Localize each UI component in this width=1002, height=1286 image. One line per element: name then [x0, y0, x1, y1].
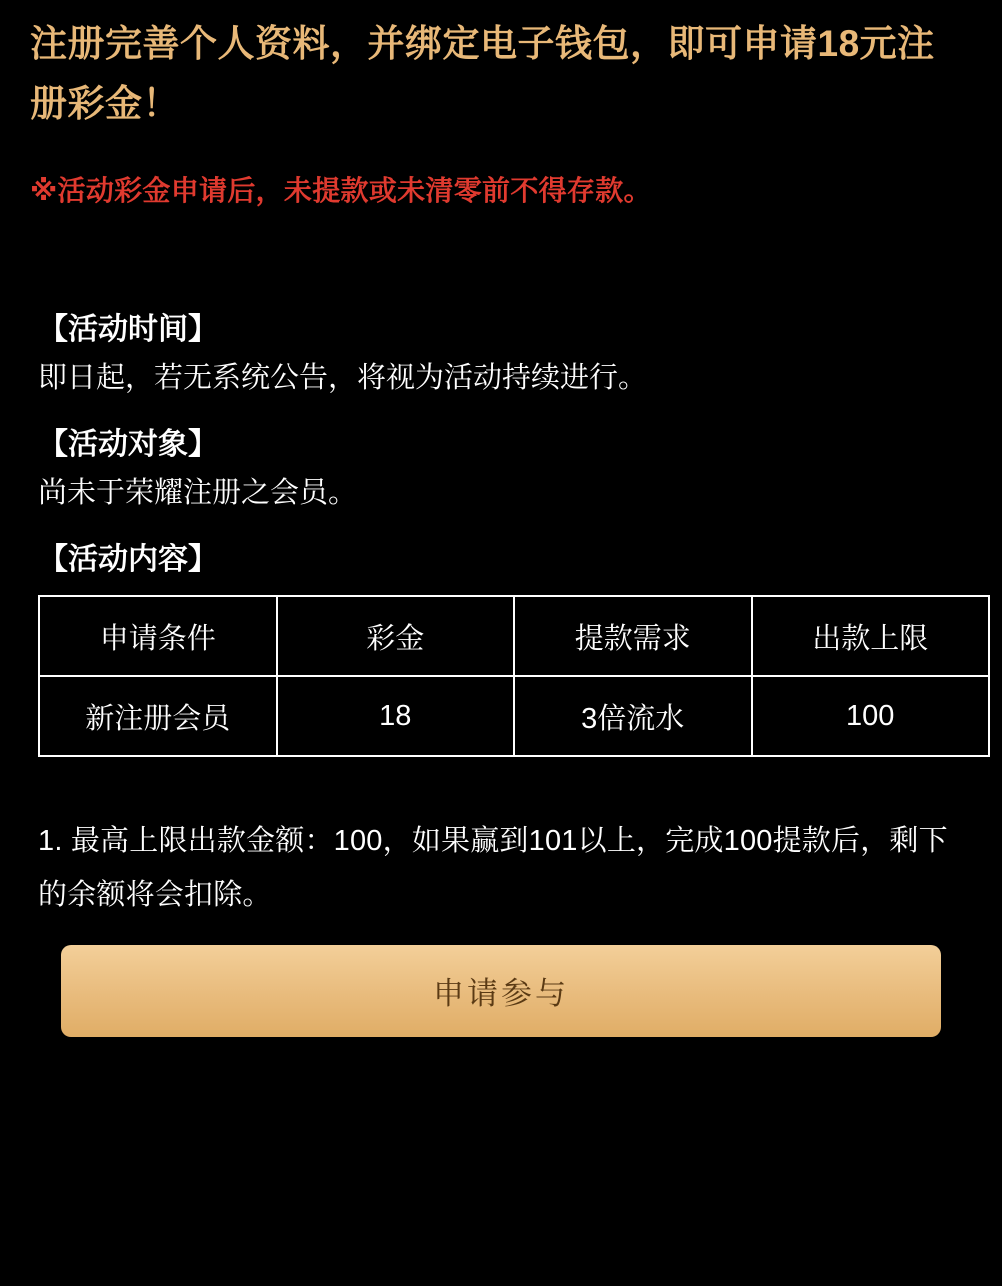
section-activity-content: [30, 538, 972, 582]
table-cell: 3倍流水: [514, 676, 752, 756]
spacer: [30, 212, 972, 308]
table-header-cell: 提款需求: [514, 596, 752, 676]
table-cell: 100: [752, 676, 990, 756]
table-cell: 18: [277, 676, 515, 756]
section-title: 【活动时间】: [38, 312, 218, 346]
section-title: 【活动对象】: [38, 427, 218, 461]
table-cell: 新注册会员: [39, 676, 277, 756]
table-header-row: [39, 596, 989, 676]
table-header-cell: 彩金: [277, 596, 515, 676]
table-row: [39, 676, 989, 756]
table-header-cell: 出款上限: [752, 596, 990, 676]
note-item: 1. 最高上限出款金额：100，如果赢到101以上，完成100提款后，剩下的余额将会扣除。: [38, 825, 948, 912]
section-body: 即日起，若无系统公告，将视为活动持续进行。: [38, 362, 648, 395]
section-activity-time: [30, 308, 972, 401]
terms-notes: [38, 815, 972, 922]
section-activity-target: [30, 423, 972, 516]
promotion-table: [38, 595, 990, 757]
section-title: 【活动内容】: [38, 542, 218, 576]
page-title: 注册完善个人资料，并绑定电子钱包，即可申请18元注册彩金！: [30, 23, 935, 124]
warning-notice: ※活动彩金申请后，未提款或未清零前不得存款。: [30, 174, 652, 206]
section-body: 尚未于荣耀注册之会员。: [38, 477, 358, 510]
cta-container: [30, 945, 972, 1037]
table-header-cell: 申请条件: [39, 596, 277, 676]
apply-join-button[interactable]: 申请参与: [61, 945, 941, 1037]
